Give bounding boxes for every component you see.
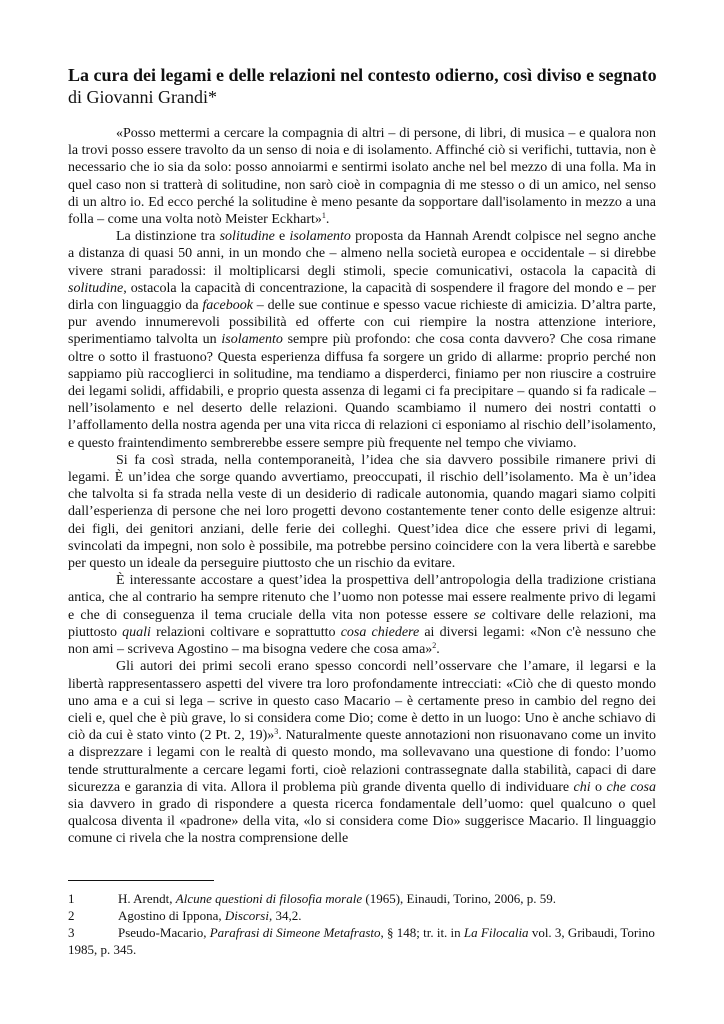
body-paragraph [68, 125, 656, 228]
footnote-text: Agostino di Ippona, [118, 908, 225, 923]
footnote-text: Parafrasi di Simeone Metafrasto [209, 925, 381, 940]
text-run: cosa chiedere [340, 624, 420, 640]
footnote-text: vol. 3, Gribaudi, Torino 1985, p. 345. [68, 925, 655, 957]
article-author: di Giovanni Grandi* [68, 87, 217, 107]
footnote-text: , 34,2. [268, 908, 302, 923]
footnote-text: H. Arendt, [118, 891, 176, 906]
text-run: Si fa così strada, nella contemporaneità, l’idea che sia davvero possibile rimanere privi di legami. È un’idea che sorge quando avvertiamo, preoccupati, il rischio dell’isolamento. Ma è un’idea che talvolta si fa strada nella veste di un desiderio di radicale autonomia, quando magari siamo colpiti dall’esperienza di persone che nei loro progetti devono costantemente tener conto delle esigenze altrui: dei figli, dei genitori anziani, delle ferie dei colleghi. Quest’idea dice che essere privi di legami, svincolati da impegni, non solo è possibile, ma potrebbe persino coincidere con la vera libertà e sarebbe per questo un ideale da perseguire piuttosto che un rischio da evitare. [68, 452, 656, 572]
text-run: relazioni coltivare e soprattutto [150, 624, 341, 640]
footnote-text: La Filocalia [463, 925, 529, 940]
text-run: – delle sue continue e spesso vacue richieste di amicizia. D’altra parte, pur avendo innumerevoli possibilità ed offerte con cui riempire la nostra attenzione interiore, sperimentiamo talvolta un [68, 298, 656, 348]
body-paragraph [68, 228, 656, 452]
text-run: o [590, 779, 607, 795]
text-run: isolamento [289, 229, 351, 245]
text-run: solitudine [219, 229, 275, 245]
text-run: coltivare delle relazioni, ma piuttosto [68, 607, 656, 640]
text-run: La distinzione tra [116, 229, 220, 245]
footnote-text: Alcune questioni di filosofia morale [175, 891, 363, 906]
text-run: Gli autori dei primi secoli erano spesso concordi nell’osservare che l’amare, il legarsi e la libertà rappresentassero aspetti del vivere tra loro profondamente intrecciati: «Ciò che di questo mondo uno ama e a cui si lega – scrive in questo caso Macario – è certamente preso in cambio del regno dei cieli e, quel che è più grave, lo si considera come Dio; come è detto in un luogo: Uno è anche schiavo di ciò da cui è stato vinto (2 Pt. 2, 19)» [68, 659, 656, 744]
body-paragraph [68, 572, 656, 658]
document-page [68, 64, 656, 848]
footnote-item [68, 890, 656, 907]
footnote-ref: 1 [321, 211, 326, 221]
text-run: . [436, 642, 440, 658]
text-run: facebook [202, 298, 253, 314]
footnote-text: Pseudo-Macario, [118, 925, 210, 940]
footnote-number: 2 [68, 908, 75, 923]
text-run: e [274, 229, 290, 245]
article-title: La cura dei legami e delle relazioni nel contesto odierno, così diviso e segnato [68, 65, 657, 85]
footnotes [68, 890, 656, 958]
footnote-ref: 3 [274, 727, 279, 737]
text-run: quali [122, 624, 151, 640]
text-run: se [473, 607, 486, 623]
footnote-number: 3 [68, 925, 75, 940]
footnote-separator [68, 880, 214, 881]
text-run: È interessante accostare a quest’idea la prospettiva dell’antropologia della tradizione cristiana antica, che al contrario ha sempre ritenuto che l’uomo non potesse mai essere realmente privo di legami e che di conseguenza il tema cruciale della vita non potesse essere [68, 573, 656, 623]
footnote-item [68, 924, 656, 958]
footnote-text: (1965), Einaudi, Torino, 2006, p. 59. [362, 891, 556, 906]
text-run: chi [573, 779, 591, 795]
article-body [68, 125, 656, 848]
text-run: ai diversi legami: «Non c'è nessuno che non ami – scriveva Agostino – ma bisogna vedere che cosa ama» [68, 624, 656, 658]
text-run: proposta da Hannah Arendt colpisce nel segno anche a distanza di quasi 50 anni, in un mondo che – almeno nella società europea e occidentale – si direbbe vivere strani paradossi: il moltiplicarsi degli stimoli, specie comunicativi, ostacola la capacità di [68, 229, 656, 279]
footnote-ref: 2 [432, 641, 437, 651]
footnote-item [68, 907, 656, 924]
text-run: che cosa [606, 779, 657, 795]
text-run: , ostacola la capacità di concentrazione, la capacità di sospendere il fragore del mondo e – per dirla con linguaggio da [68, 280, 656, 314]
footnote-text: , § 148; tr. it. in [380, 925, 464, 940]
text-run: . Naturalmente queste annotazioni non risuonavano come un invito a disprezzare i legami con le realtà di questo mondo, ma sollevavano una questione di fondo: l’uomo tende strutturalmente a cercare legami forti, cioè relazioni contrassegnate dalla stabilità, capaci di dare sicurezza e garanzia di vita. Allora il problema più grande diventa quello di individuare [68, 728, 656, 795]
text-run: solitudine [68, 280, 124, 296]
body-paragraph [68, 452, 656, 572]
text-run: sia davvero in grado di rispondere a questa ricerca fondamentale dell’uomo: quel qualcuno o quel qualcosa diventa il «padrone» della vita, «lo si considera come Dio» suggerisce Macario. Il linguaggio comune ci rivela che la nostra comprensione delle [68, 796, 656, 847]
footnote-text: Discorsi [224, 908, 269, 923]
text-run: sempre più profondo: che cosa conta davvero? Che cosa rimane oltre o sotto il frastuono? Questa esperienza diffusa fa sorgere un grido di allarme: proprio perché non sappiamo più raccoglierci in solitudine, ma tendiamo a disperderci, finiamo per non riuscire a costruire dei legami solidi, affidabili, e proprio questa assenza di legami ci fa precipitare – quando si fa radicale – nell’isolamento e nel deserto delle relazioni. Quando scambiamo il numero dei nostri contatti o l’affollamento della nostra agenda per una vita ricca di relazioni ci esponiamo al rischio dell’isolamento, e questo fraintendimento sembrerebbe essere sempre più frequente nel tempo che viviamo. [68, 332, 656, 451]
text-run: . [325, 212, 330, 228]
footnote-number: 1 [68, 891, 75, 906]
text-run: «Posso mettermi a cercare la compagnia di altri – di persone, di libri, di musica – e qualora non la trovi posso essere travolto da un senso di noia e di isolamento. Affinché ciò si verifichi, tuttavia, non è necessario che io sia da solo: posso annoiarmi e sentirmi isolato anche nel bel mezzo di una folla. Ma in quel caso non si tratterà di solitudine, non sarò cioè in compagnia di me stesso o di un amico, nel senso di un altro io. Ed ecco perché la solitudine è meno pesante da sopportare dall'isolamento in mezzo a una folla – come una volta notò Meister Eckhart» [68, 126, 656, 228]
text-run: isolamento [221, 332, 283, 348]
body-paragraph [68, 658, 656, 847]
